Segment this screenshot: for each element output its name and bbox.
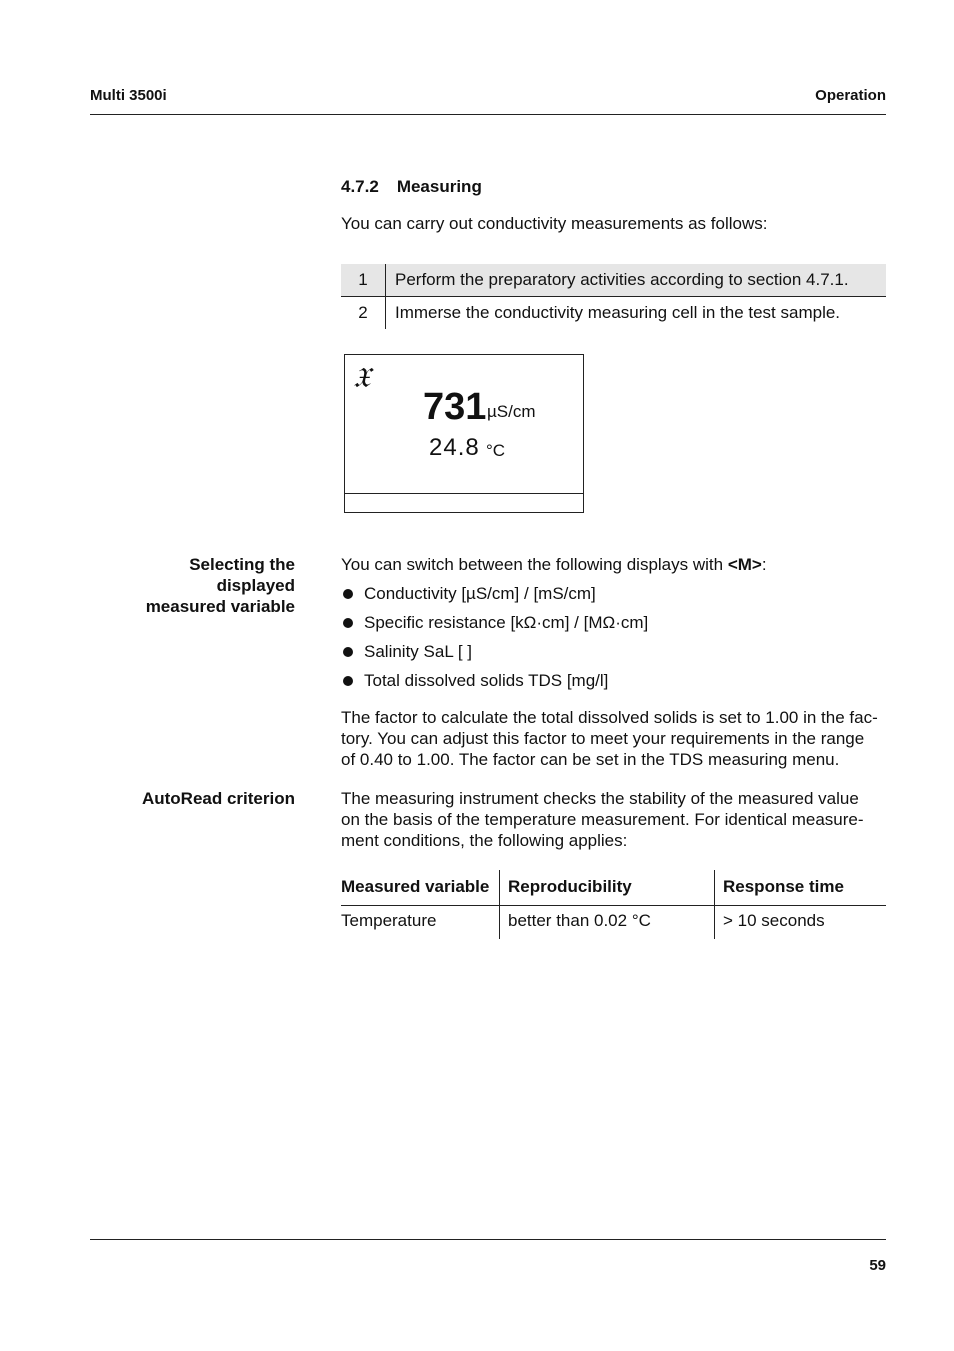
display-temperature: 24.8	[429, 434, 480, 461]
table-header-row	[341, 870, 886, 906]
header-chapter: Operation	[815, 87, 886, 104]
paragraph-line: The measuring instrument checks the stability of the measured value	[341, 789, 859, 808]
display-temperature-unit: °C	[486, 441, 506, 460]
autoread-side-label: AutoRead criterion	[141, 789, 295, 808]
paragraph-line: tory. You can adjust this factor to meet your requirements in the range	[341, 729, 865, 748]
list-item	[341, 612, 648, 641]
instrument-display	[344, 354, 584, 513]
section-number: 4.7.2	[341, 177, 379, 196]
step-number: 2	[341, 297, 386, 330]
paragraph-line: The factor to calculate the total dissolved solids is set to 1.00 in the fac-	[341, 708, 878, 727]
m-key: <M>	[727, 555, 762, 574]
step-text: Immerse the conductivity measuring cell in the test sample.	[395, 303, 841, 322]
selecting-intro-text: You can switch between the following displays with	[341, 555, 728, 574]
table-cell: > 10 seconds	[715, 906, 887, 940]
footer-rule	[90, 1239, 886, 1240]
display-variable-list	[341, 583, 648, 699]
steps-table	[341, 264, 886, 329]
header-product-name: Multi 3500i	[90, 87, 167, 104]
table-cell: Temperature	[341, 911, 437, 930]
page-number: 59	[869, 1257, 886, 1274]
step-row	[341, 297, 886, 330]
step-number: 1	[341, 264, 386, 297]
list-item	[341, 641, 648, 670]
side-label-line: displayed	[216, 576, 295, 595]
tds-factor-paragraph	[341, 707, 891, 770]
list-item-text: Conductivity [µS/cm] / [mS/cm]	[364, 584, 596, 603]
column-header-response-time: Response time	[715, 870, 887, 906]
paragraph-line: ment conditions, the following applies:	[341, 831, 628, 850]
section-heading	[341, 177, 482, 197]
side-label-line: measured variable	[145, 597, 295, 616]
bullet-icon	[343, 676, 353, 686]
list-item	[341, 583, 648, 612]
autoread-paragraph	[341, 788, 891, 851]
list-item	[341, 670, 648, 699]
conductivity-cell-icon: 𝔛	[353, 361, 371, 394]
bullet-icon	[343, 647, 353, 657]
table-row	[341, 906, 886, 940]
list-item-text: Specific resistance [kΩ·cm] / [MΩ·cm]	[364, 613, 649, 632]
section-title: Measuring	[396, 177, 482, 196]
display-status-divider	[345, 493, 583, 494]
display-unit: µS/cm	[487, 402, 536, 421]
selecting-side-label	[85, 554, 295, 617]
autoread-table	[341, 870, 886, 939]
selecting-intro-suffix: :	[761, 555, 767, 574]
selecting-intro	[341, 554, 767, 575]
column-header-reproducibility: Reproducibility	[500, 870, 715, 906]
paragraph-line: of 0.40 to 1.00. The factor can be set in the TDS measuring menu.	[341, 750, 840, 769]
paragraph-line: on the basis of the temperature measurement. For identical measure-	[341, 810, 864, 829]
column-header-measured-variable: Measured variable	[341, 870, 500, 906]
step-row	[341, 264, 886, 297]
side-label-line: Selecting the	[189, 555, 295, 574]
intro-text: You can carry out conductivity measurements as follows:	[341, 214, 768, 233]
list-item-text: Total dissolved solids TDS [mg/l]	[364, 671, 609, 690]
display-value: 731	[423, 386, 487, 428]
list-item-text: Salinity SaL [ ]	[364, 642, 473, 661]
bullet-icon	[343, 618, 353, 628]
step-text: Perform the preparatory activities according to section 4.7.1.	[386, 264, 887, 297]
bullet-icon	[343, 589, 353, 599]
header-rule	[90, 114, 886, 115]
table-cell: better than 0.02 °C	[500, 906, 715, 940]
